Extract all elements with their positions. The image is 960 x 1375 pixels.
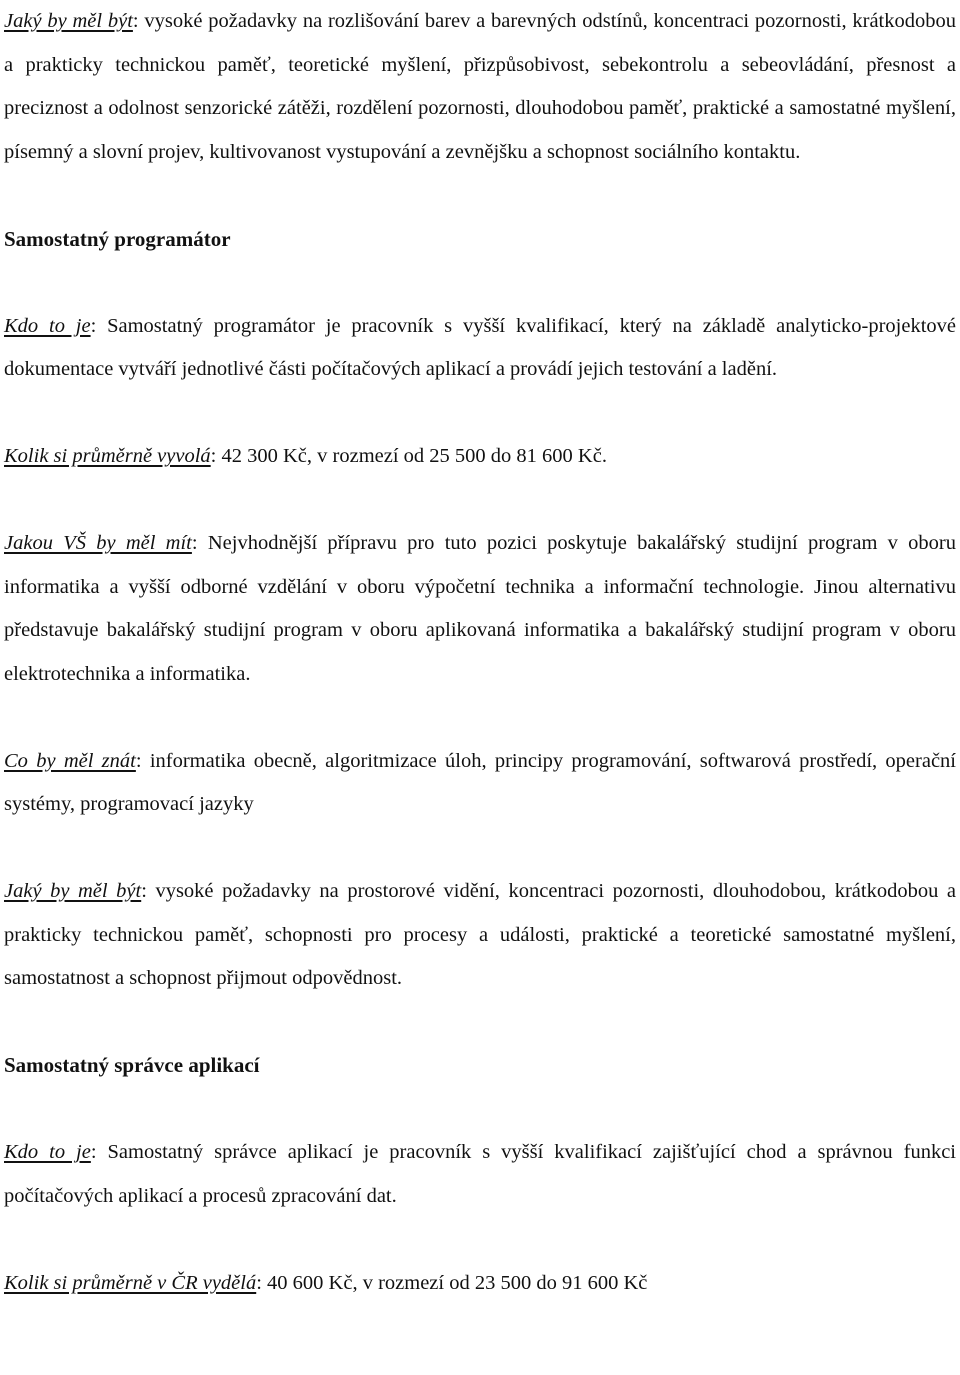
section1-be-text: : vysoké požadavky na prostorové vidění, koncentraci pozornosti, dlouhodobou, krátkodobou a prakticky technickou paměť, schopnosti pro procesy a události, praktické a teoretické samostatné myšlení, samostatnost a schopnost přijmout odpovědnost.	[4, 880, 956, 989]
section1-who-paragraph	[4, 305, 956, 392]
section1-salary-text: : 42 300 Kč, v rozmezí od 25 500 do 81 600 Kč.	[210, 445, 607, 467]
spacer	[4, 696, 956, 740]
intro-paragraph	[4, 0, 956, 174]
spacer	[4, 174, 956, 218]
section1-school-text: : Nejvhodnější přípravu pro tuto pozici poskytuje bakalářský studijní program v oboru informatika a vyšší odborné vzdělání v oboru výpočetní technika a informační technologie. Jinou alternativu představuje bakalářský studijní program v oboru aplikovaná informatika a bakalářský studijní program v oboru elektrotechnika a informatika.	[4, 532, 956, 685]
spacer	[4, 392, 956, 436]
section1-who-label: Kdo to je	[4, 314, 91, 337]
intro-label: Jaký by měl být	[4, 10, 133, 32]
section1-know-paragraph	[4, 740, 956, 827]
spacer	[4, 827, 956, 871]
spacer	[4, 479, 956, 523]
section1-salary-label: Kolik si průměrně vyvolá	[4, 445, 211, 467]
section1-heading: Samostatný programátor	[4, 226, 231, 251]
section1-school-paragraph	[4, 522, 956, 696]
section1-know-text: : informatika obecně, algoritmizace úloh, principy programování, softwarová prostředí, operační systémy, programovací jazyky	[4, 749, 956, 815]
section2-heading: Samostatný správce aplikací	[4, 1053, 260, 1077]
section1-be-paragraph	[4, 870, 956, 1001]
spacer	[4, 261, 956, 305]
section2-salary-paragraph	[4, 1262, 956, 1306]
section2-who-label: Kdo to je	[4, 1141, 91, 1163]
section2-who-paragraph	[4, 1131, 956, 1218]
spacer	[4, 1218, 956, 1262]
section1-be-label: Jaký by měl být	[4, 880, 142, 902]
section2-salary-label: Kolik si průměrně v ČR vydělá	[4, 1271, 257, 1294]
intro-text: : vysoké požadavky na rozlišování barev a barevných odstínů, koncentraci pozornosti, krátkodobou a prakticky technickou paměť, teoretické myšlení, přizpůsobivost, sebekontrolu a sebeovládání, přesnost a preciznost a odolnost senzorické zátěži, rozdělení pozornosti, dlouhodobou paměť, praktické a samostatné myšlení, písemný a slovní projev, kultivovanost vystupování a zevnějšku a schopnost sociálního kontaktu.	[4, 10, 956, 163]
section2-who-text: : Samostatný správce aplikací je pracovník s vyšší kvalifikací zajišťující chod a správnou funkci počítačových aplikací a procesů zpracování dat.	[4, 1141, 956, 1207]
section1-know-label: Co by měl znát	[4, 749, 136, 772]
section2-salary-text: : 40 600 Kč, v rozmezí od 23 500 do 91 600 Kč	[256, 1271, 648, 1294]
section1-salary-paragraph	[4, 435, 956, 479]
section1-school-label: Jakou VŠ by měl mít	[4, 532, 192, 554]
spacer	[4, 1088, 956, 1132]
section1-who-text: : Samostatný programátor je pracovník s vyšší kvalifikací, který na základě analyticko-projektové dokumentace vytváří jednotlivé části počítačových aplikací a provádí jejich testování a ladění.	[4, 314, 956, 380]
spacer	[4, 1001, 956, 1045]
